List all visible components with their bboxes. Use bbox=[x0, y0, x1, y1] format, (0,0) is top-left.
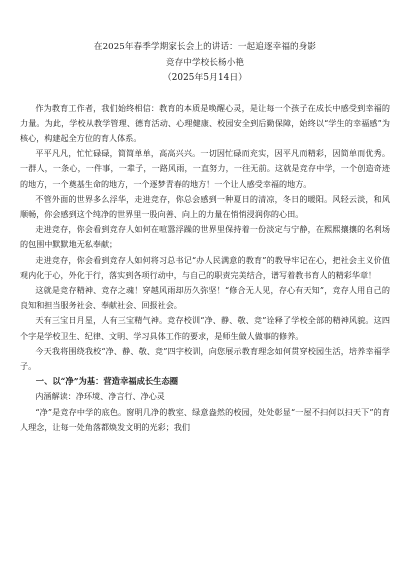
body-paragraph: 不管外面的世界多么浮华，走进竞存，你总会感到一种夏日的清凉，冬日的暖阳。风轻云淡，和风顺畅，你会感到这个纯净的世界里一股向善、向上的力量在悄悄浸润你的心田。 bbox=[20, 193, 390, 219]
body-paragraph: “净”是竞存中学的底色。窗明几净的教室、绿意盎然的校园，处处彰显“一屋不扫何以扫天下”的育人理念，让每一处角落都焕发文明的光彩；我们 bbox=[20, 406, 390, 432]
section-subheading: 内涵解读：净环境、净言行、净心灵 bbox=[35, 391, 165, 402]
body-paragraph: 今天我将围绕我校“净、静、敬、竞”四字校训，向您展示教育理念如何贯穿校园生活，培养幸福学子。 bbox=[20, 345, 390, 371]
title-block bbox=[20, 40, 390, 87]
body-paragraph: 走进竞存，你会看到竞存人如何在喧嚣浮躁的世界里保持着一份淡定与宁静，在熙熙攘攘的名利场的包围中默默地无私奉献； bbox=[20, 224, 390, 250]
body-paragraph: 作为教育工作者，我们始终相信：教育的本质是唤醒心灵，是让每一个孩子在成长中感受到幸福的力量。为此，学校从教学管理、德育活动、心理健康、校园安全到后勤保障，始终以“学生的幸福感”为核心，构建起全方位的育人体系。 bbox=[20, 102, 390, 143]
body-paragraph: 平平凡凡，忙忙碌碌，简简单单，高高兴兴。一切因忙碌而充实，因平凡而精彩，因简单而优秀。一群人，一条心，一件事，一辈子，一路风雨，一直努力，一往无前。这就是竞存中学，一个创造奇迹的地方，一个奠基生命的地方，一个逐梦青春的地方！一个让人感受幸福的地方。 bbox=[20, 148, 390, 189]
body-paragraph: 这就是竞存精神、竞存之魂！穿越风雨却历久弥坚！“修合无人见，存心有天知”，竞存人用自己的良知和担当服务社会、奉献社会、回报社会。 bbox=[20, 284, 390, 311]
section-heading: 一、以“净”为基：营造幸福成长生态圈 bbox=[35, 376, 179, 387]
body-paragraph: 天有三宝日月星，人有三宝精气神。竞存校训“净、静、敬、竞”诠释了学校全部的精神风貌。这四个字是学校卫生、纪律、文明、学习具体工作的要求，是师生做人做事的修养。 bbox=[20, 315, 390, 341]
speech-date: （2025年5月14日） bbox=[162, 73, 248, 83]
body-paragraph: 走进竞存，你会看到竞存人如何将习总书记“办人民满意的教育”的教导牢记在心，把社会主义价值观内化于心，外化于行，落实到各项行动中，与自己的职责完美结合，谱写着教书育人的精彩华章！ bbox=[20, 254, 390, 280]
speaker-name: 竞存中学校长杨小艳 bbox=[165, 57, 245, 68]
speech-title: 在2025年春季学期家长会上的讲话：一起追逐幸福的身影 bbox=[93, 42, 317, 52]
